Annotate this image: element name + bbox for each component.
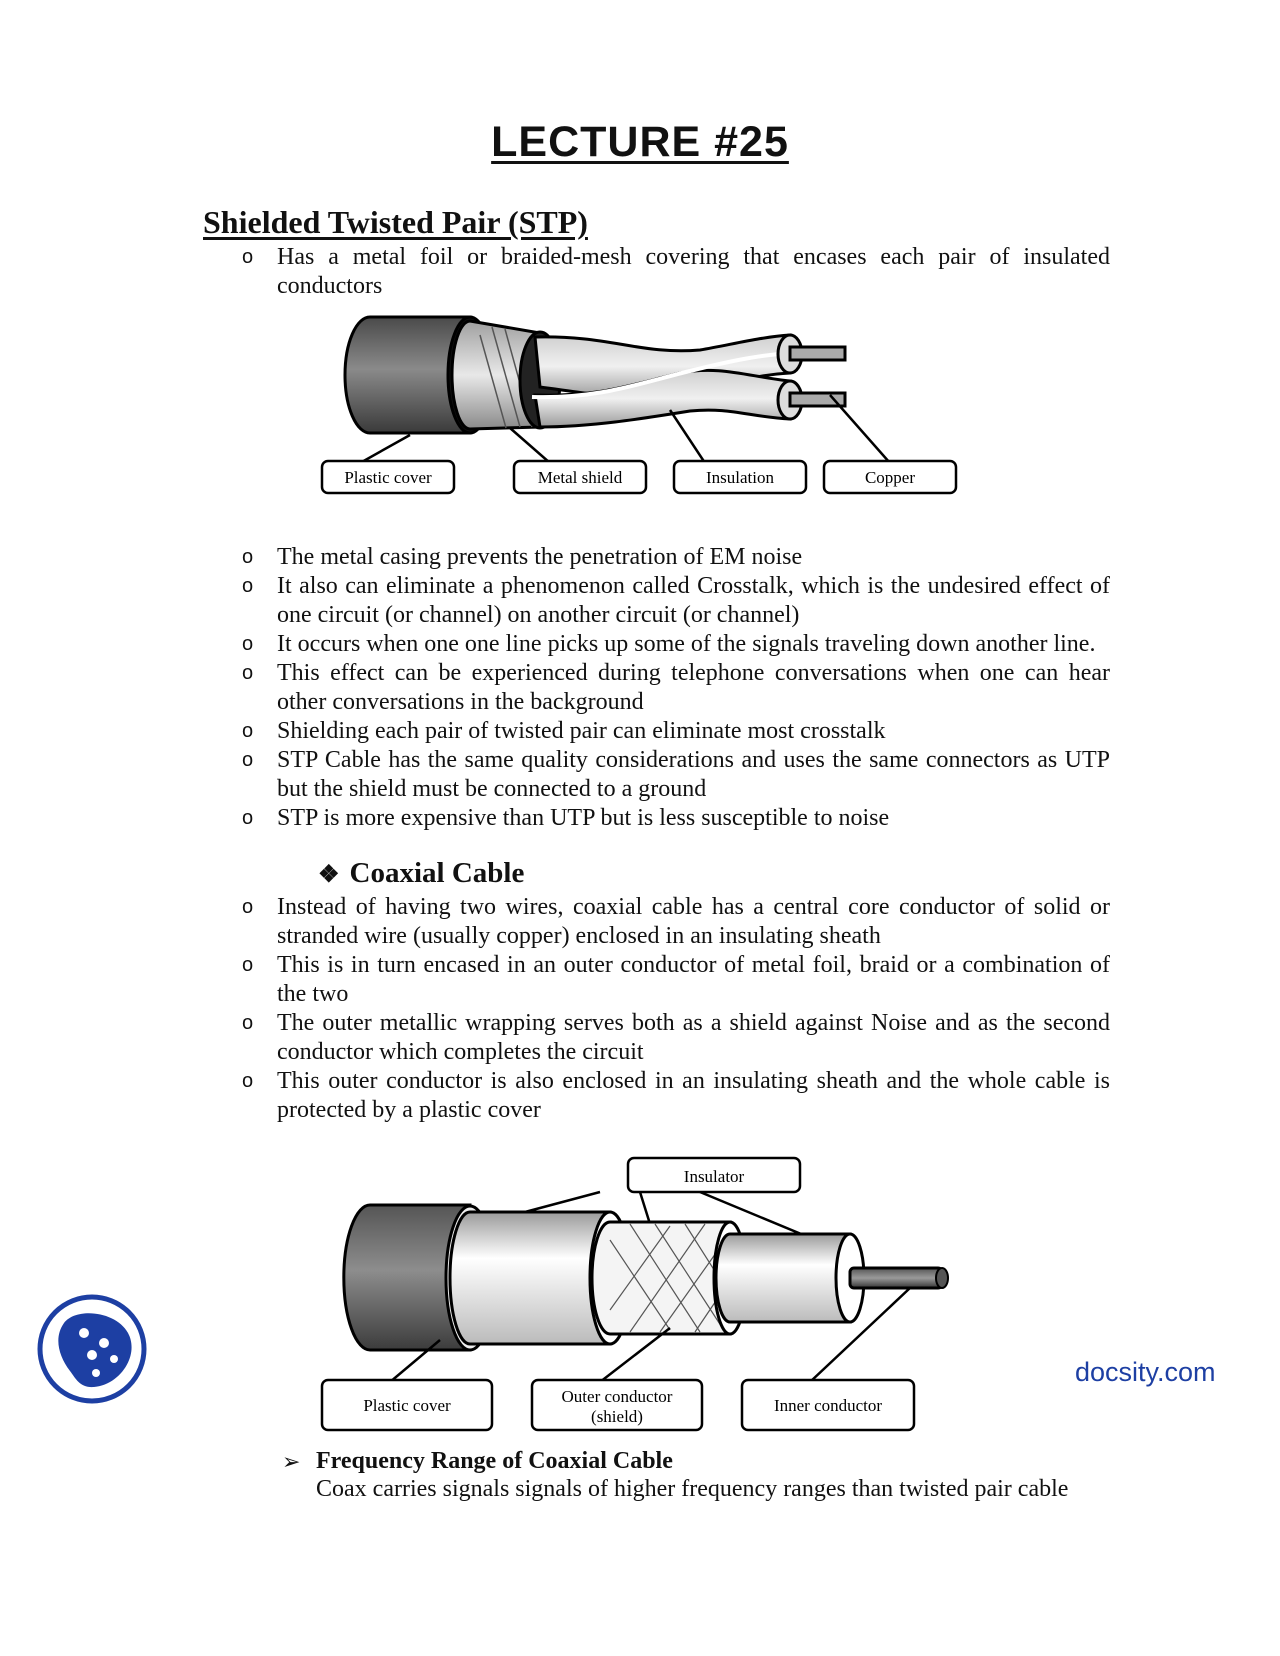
label-outer-conductor-shield: (shield) — [591, 1407, 643, 1426]
bullet-text: This effect can be experienced during telephone conversations when one can hear other conversations in the background — [277, 660, 1110, 715]
bullet-text: The metal casing prevents the penetration of EM noise — [277, 544, 803, 570]
label-plastic-cover: Plastic cover — [363, 1396, 451, 1415]
bullet-marker: o — [242, 896, 254, 918]
coax-cable-diagram — [310, 1150, 1000, 1440]
list-item — [0, 804, 1280, 833]
bullet-text: STP Cable has the same quality considerations and uses the same connectors as UTP but the shield must be connected to a ground — [277, 747, 1110, 802]
bullet-marker: o — [242, 546, 254, 568]
frequency-text: Coax carries signals signals of higher frequency ranges than twisted pair cable — [316, 1476, 1069, 1502]
list-item — [0, 951, 1280, 1009]
bullet-marker: o — [242, 1012, 254, 1034]
label-insulator: Insulator — [683, 1167, 745, 1186]
label-plastic-cover: Plastic cover — [344, 468, 432, 487]
list-item — [0, 659, 1280, 717]
list-item — [0, 1067, 1280, 1125]
bullet-text: This outer conductor is also enclosed in an insulating sheath and the whole cable is protected by a plastic cover — [277, 1068, 1110, 1123]
bullet-marker: o — [242, 954, 254, 976]
list-item — [0, 1009, 1280, 1067]
list-item — [0, 630, 1280, 659]
bullet-text: Has a metal foil or braided-mesh covering that encases each pair of insulated conductors — [277, 244, 1110, 299]
bullet-marker: o — [242, 246, 254, 268]
bullet-marker: o — [242, 807, 254, 829]
bullet-text: STP is more expensive than UTP but is less susceptible to noise — [277, 805, 890, 831]
bullet-marker: o — [242, 662, 254, 684]
list-item — [0, 717, 1280, 746]
bullet-text: The outer metallic wrapping serves both as a shield against Noise and as the second conductor which completes the circuit — [277, 1010, 1110, 1065]
coax-bullet-list — [0, 893, 1280, 1125]
inner-conductor-shape — [850, 1268, 942, 1288]
stp-heading: Shielded Twisted Pair (STP) — [203, 204, 588, 240]
docsity-brand-link[interactable]: docsity.com — [1075, 1357, 1216, 1387]
bullet-text: This is in turn encased in an outer conductor of metal foil, braid or a combination of the two — [277, 952, 1110, 1007]
list-item — [0, 543, 1280, 572]
bullet-text: It also can eliminate a phenomenon called Crosstalk, which is the undesired effect of one circuit (or channel) on another circuit (or channel) — [277, 573, 1110, 628]
coax-heading-text: Coaxial Cable — [349, 857, 525, 889]
stp-intro-list — [0, 243, 1280, 301]
arrow-bullet-icon: ➢ — [282, 1449, 301, 1474]
bullet-marker: o — [242, 633, 254, 655]
list-item — [0, 243, 1280, 301]
bullet-marker: o — [242, 749, 254, 771]
label-metal-shield: Metal shield — [537, 468, 623, 487]
label-copper: Copper — [864, 468, 916, 487]
bullet-text: It occurs when one one line picks up some of the signals traveling down another line. — [277, 631, 1096, 657]
list-item — [0, 572, 1280, 630]
bullet-marker: o — [242, 720, 254, 742]
docsity-logo-icon — [36, 1293, 148, 1405]
label-inner-conductor: Inner conductor — [773, 1396, 883, 1415]
frequency-heading: Frequency Range of Coaxial Cable — [316, 1448, 673, 1474]
bullet-text: Instead of having two wires, coaxial cable has a central core conductor of solid or stranded wire (usually copper) enclosed in an insulating sheath — [277, 894, 1110, 949]
lecture-title: LECTURE #25 — [491, 118, 789, 166]
diamond-bullet-icon: ❖ — [318, 862, 340, 888]
bullet-marker: o — [242, 575, 254, 597]
list-item — [0, 746, 1280, 804]
bullet-marker: o — [242, 1070, 254, 1092]
copper-conductor-shape — [790, 347, 845, 360]
bullet-text: Shielding each pair of twisted pair can eliminate most crosstalk — [277, 718, 886, 744]
stp-cable-diagram — [310, 315, 990, 515]
label-outer-conductor: Outer conductor — [561, 1387, 673, 1406]
label-insulation: Insulation — [706, 468, 774, 487]
list-item — [0, 893, 1280, 951]
stp-bullet-list — [0, 543, 1280, 833]
coax-heading — [318, 857, 524, 890]
